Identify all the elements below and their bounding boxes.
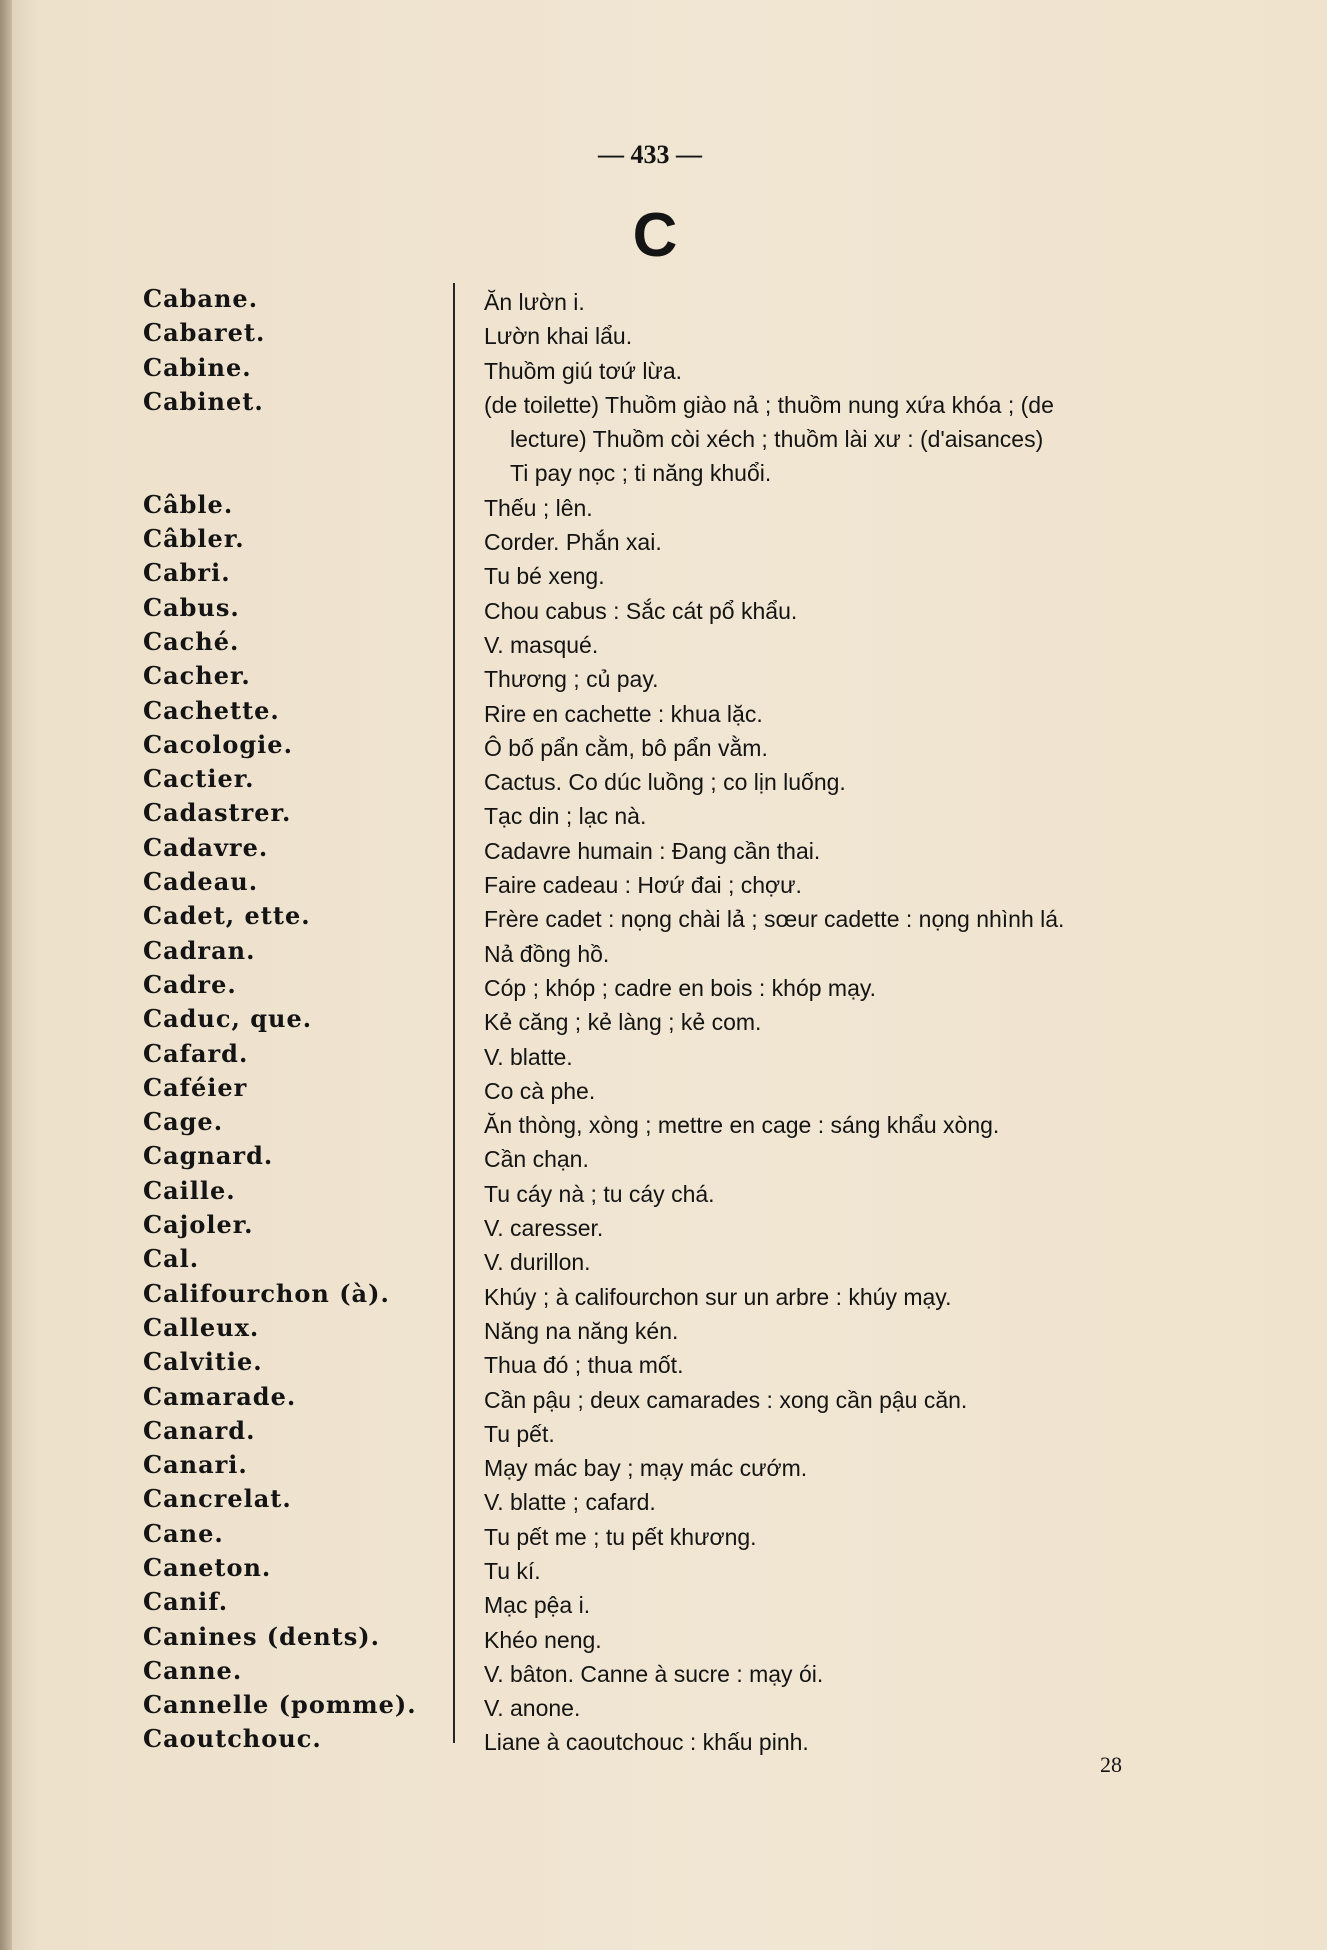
- entry-term: Caoutchouc.: [143, 1724, 322, 1754]
- definition-line: Thương ; củ pay.: [484, 666, 659, 693]
- definition-line: Faire cadeau : Hơứ đai ; chợư.: [484, 872, 802, 899]
- definition-line: Thuồm giú tơứ lừa.: [484, 357, 683, 384]
- definition-line: Tu pết.: [484, 1420, 555, 1447]
- entry-term: Canif.: [143, 1587, 229, 1617]
- definition-line: Thếu ; lên.: [484, 494, 593, 521]
- dictionary-entry: [0, 966, 1327, 1000]
- entry-term: Canne.: [143, 1655, 243, 1685]
- entry-term: Cagnard.: [143, 1141, 274, 1171]
- definition-line: Tạc din ; lạc nà.: [484, 803, 647, 830]
- dictionary-entry: [0, 554, 1327, 588]
- definition-line: Rire en cachette : khua lặc.: [484, 700, 763, 727]
- definition-line: Ô bố pẩn cằm, bô pẩn vằm.: [484, 734, 768, 761]
- dictionary-entry: [0, 1480, 1327, 1514]
- entry-term: Camarade.: [143, 1381, 297, 1411]
- dictionary-entry: [0, 314, 1327, 348]
- entry-term: Caneton.: [143, 1552, 272, 1582]
- dictionary-entry: [0, 1206, 1327, 1240]
- definition-line: Ti pay nọc ; ti năng khuổi.: [510, 460, 772, 487]
- dictionary-entry: [0, 1035, 1327, 1069]
- entry-term: Canard.: [143, 1415, 256, 1445]
- entry-term: Caché.: [143, 626, 240, 656]
- dictionary-entry: [0, 726, 1327, 760]
- section-letter: C: [632, 201, 678, 270]
- definition-line: Co cà phe.: [484, 1077, 596, 1104]
- entry-term: Cadavre.: [143, 832, 269, 862]
- dictionary-entry: [0, 760, 1327, 794]
- definition-line: Tu bé xeng.: [484, 563, 605, 590]
- dictionary-entry: [0, 623, 1327, 657]
- entry-term: Câble.: [143, 489, 234, 519]
- dictionary-entry: [0, 1309, 1327, 1343]
- entry-term: Cadeau.: [143, 867, 259, 897]
- entry-term: Cabane.: [143, 284, 259, 313]
- entry-term: Canari.: [143, 1450, 248, 1480]
- definition-line: Cactus. Co dúc luồng ; co lịn luống.: [484, 769, 846, 796]
- dictionary-entry: [0, 520, 1327, 554]
- dictionary-entry: [0, 486, 1327, 520]
- definition-line: Mạy mác bay ; mạy mác cướm.: [484, 1455, 808, 1482]
- entry-term: Cafard.: [143, 1038, 249, 1068]
- definition-line: Khúy ; à califourchon sur un arbre : khúy mạy.: [484, 1283, 952, 1310]
- dictionary-entry: [0, 1446, 1327, 1480]
- definition-line: Liane à caoutchouc : khấu pinh.: [484, 1729, 809, 1756]
- entry-term: Cadre.: [143, 969, 237, 999]
- definition-line: Frère cadet : nọng chài lả ; sœur cadette : nọng nhình lá.: [484, 906, 1065, 933]
- dictionary-entry: [0, 1069, 1327, 1103]
- definition-line: V. durillon.: [484, 1249, 591, 1276]
- entry-term: Cabinet.: [143, 386, 264, 416]
- entry-term: Cadastrer.: [143, 798, 292, 828]
- entry-term: Cabine.: [143, 352, 252, 382]
- definition-line: Ăn thòng, xòng ; mettre en cage : sáng khẩu xòng.: [484, 1112, 1000, 1139]
- definition-line: Nả đồng hồ.: [484, 940, 610, 967]
- dictionary-entry: [0, 589, 1327, 623]
- definition-line: Lườn khai lẩu.: [484, 323, 633, 350]
- dictionary-entry: [0, 1137, 1327, 1171]
- entry-term: Calvitie.: [143, 1347, 263, 1377]
- entry-term: Califourchon (à).: [143, 1278, 390, 1308]
- definition-line: Cóp ; khóp ; cadre en bois : khóp mạy.: [484, 974, 877, 1001]
- definition-line: Tu pết me ; tu pết khương.: [484, 1523, 757, 1550]
- dictionary-entry: [0, 692, 1327, 726]
- definition-line: Chou cabus : Sắc cát pổ khẩu.: [484, 597, 798, 624]
- definition-line: Năng na năng kén.: [484, 1317, 679, 1344]
- definition-line: (de toilette) Thuồm giào nả ; thuồm nung xứa khóa ; (de: [484, 391, 1054, 418]
- dictionary-entry: [0, 1378, 1327, 1412]
- definition-line: Thua đó ; thua mốt.: [484, 1352, 684, 1379]
- entry-term: Cacologie.: [143, 729, 293, 759]
- dictionary-entry: [0, 349, 1327, 383]
- entry-term: Cajoler.: [143, 1210, 254, 1240]
- entry-term: Caduc, que.: [143, 1004, 313, 1034]
- entry-definition: [484, 388, 1174, 491]
- dictionary-entry: [0, 383, 1327, 486]
- dictionary-entry: [0, 1103, 1327, 1137]
- entry-term: Calleux.: [143, 1312, 260, 1342]
- dictionary-entry: [0, 1343, 1327, 1377]
- entry-term: Câbler.: [143, 524, 245, 554]
- definition-line: V. blatte.: [484, 1043, 573, 1070]
- dictionary-entry: [0, 1515, 1327, 1549]
- definition-line: Cadavre humain : Đang cần thai.: [484, 837, 821, 864]
- entry-definition: [484, 1725, 1174, 1759]
- entry-term: Cage.: [143, 1107, 224, 1137]
- entry-list: [0, 280, 1327, 1755]
- dictionary-entry: [0, 794, 1327, 828]
- dictionary-entry: [0, 863, 1327, 897]
- entry-term: Caféier: [143, 1072, 248, 1102]
- dictionary-entry: [0, 897, 1327, 931]
- definition-line: Ăn lườn i.: [484, 289, 585, 315]
- dictionary-entry: [0, 1275, 1327, 1309]
- definition-line: V. caresser.: [484, 1215, 604, 1242]
- dictionary-entry: [0, 657, 1327, 691]
- page-number: — 433 —: [598, 140, 702, 169]
- entry-term: Cannelle (pomme).: [143, 1690, 417, 1720]
- dictionary-entry: [0, 1240, 1327, 1274]
- dictionary-entry: [0, 1000, 1327, 1034]
- entry-term: Cadet, ette.: [143, 901, 311, 931]
- entry-term: Cachette.: [143, 695, 280, 725]
- definition-line: lecture) Thuồm còi xéch ; thuồm lài xư : (d'aisances): [510, 426, 1044, 453]
- definition-line: Cần chạn.: [484, 1146, 589, 1173]
- entry-term: Cabri.: [143, 558, 231, 588]
- entry-term: Canines (dents).: [143, 1621, 380, 1651]
- entry-term: Cancrelat.: [143, 1484, 292, 1514]
- dictionary-entry: [0, 1172, 1327, 1206]
- entry-term: Cadran.: [143, 935, 256, 965]
- dictionary-entry: [0, 932, 1327, 966]
- signature-mark: 28: [1100, 1752, 1122, 1777]
- definition-line: Tu kí.: [484, 1557, 541, 1584]
- dictionary-entry: [0, 1583, 1327, 1617]
- entry-term: Caille.: [143, 1175, 236, 1205]
- definition-line: Corder. Phắn xai.: [484, 529, 662, 556]
- entry-term: Cabus.: [143, 592, 240, 622]
- definition-line: V. anone.: [484, 1695, 581, 1722]
- dictionary-entry: [0, 829, 1327, 863]
- dictionary-entry: [0, 1652, 1327, 1686]
- entry-term: Cactier.: [143, 764, 255, 794]
- definition-line: V. masqué.: [484, 631, 599, 658]
- dictionary-entry: [0, 1618, 1327, 1652]
- definition-line: Tu cáy nà ; tu cáy chá.: [484, 1180, 715, 1207]
- definition-line: Kẻ căng ; kẻ làng ; kẻ com.: [484, 1009, 762, 1036]
- definition-line: Cần pậu ; deux camarades : xong cần pậu căn.: [484, 1386, 968, 1413]
- entry-term: Cal.: [143, 1244, 200, 1274]
- definition-line: Mạc pệa i.: [484, 1592, 591, 1619]
- dictionary-entry: [0, 1549, 1327, 1583]
- entry-term: Cacher.: [143, 661, 251, 691]
- dictionary-entry: [0, 280, 1327, 314]
- definition-line: Khéo neng.: [484, 1626, 602, 1653]
- dictionary-entry: [0, 1720, 1327, 1754]
- dictionary-entry: [0, 1412, 1327, 1446]
- definition-line: V. blatte ; cafard.: [484, 1489, 656, 1516]
- definition-line: V. bâton. Canne à sucre : mạy ói.: [484, 1660, 824, 1687]
- entry-term: Cabaret.: [143, 318, 266, 348]
- dictionary-entry: [0, 1686, 1327, 1720]
- entry-term: Cane.: [143, 1518, 224, 1548]
